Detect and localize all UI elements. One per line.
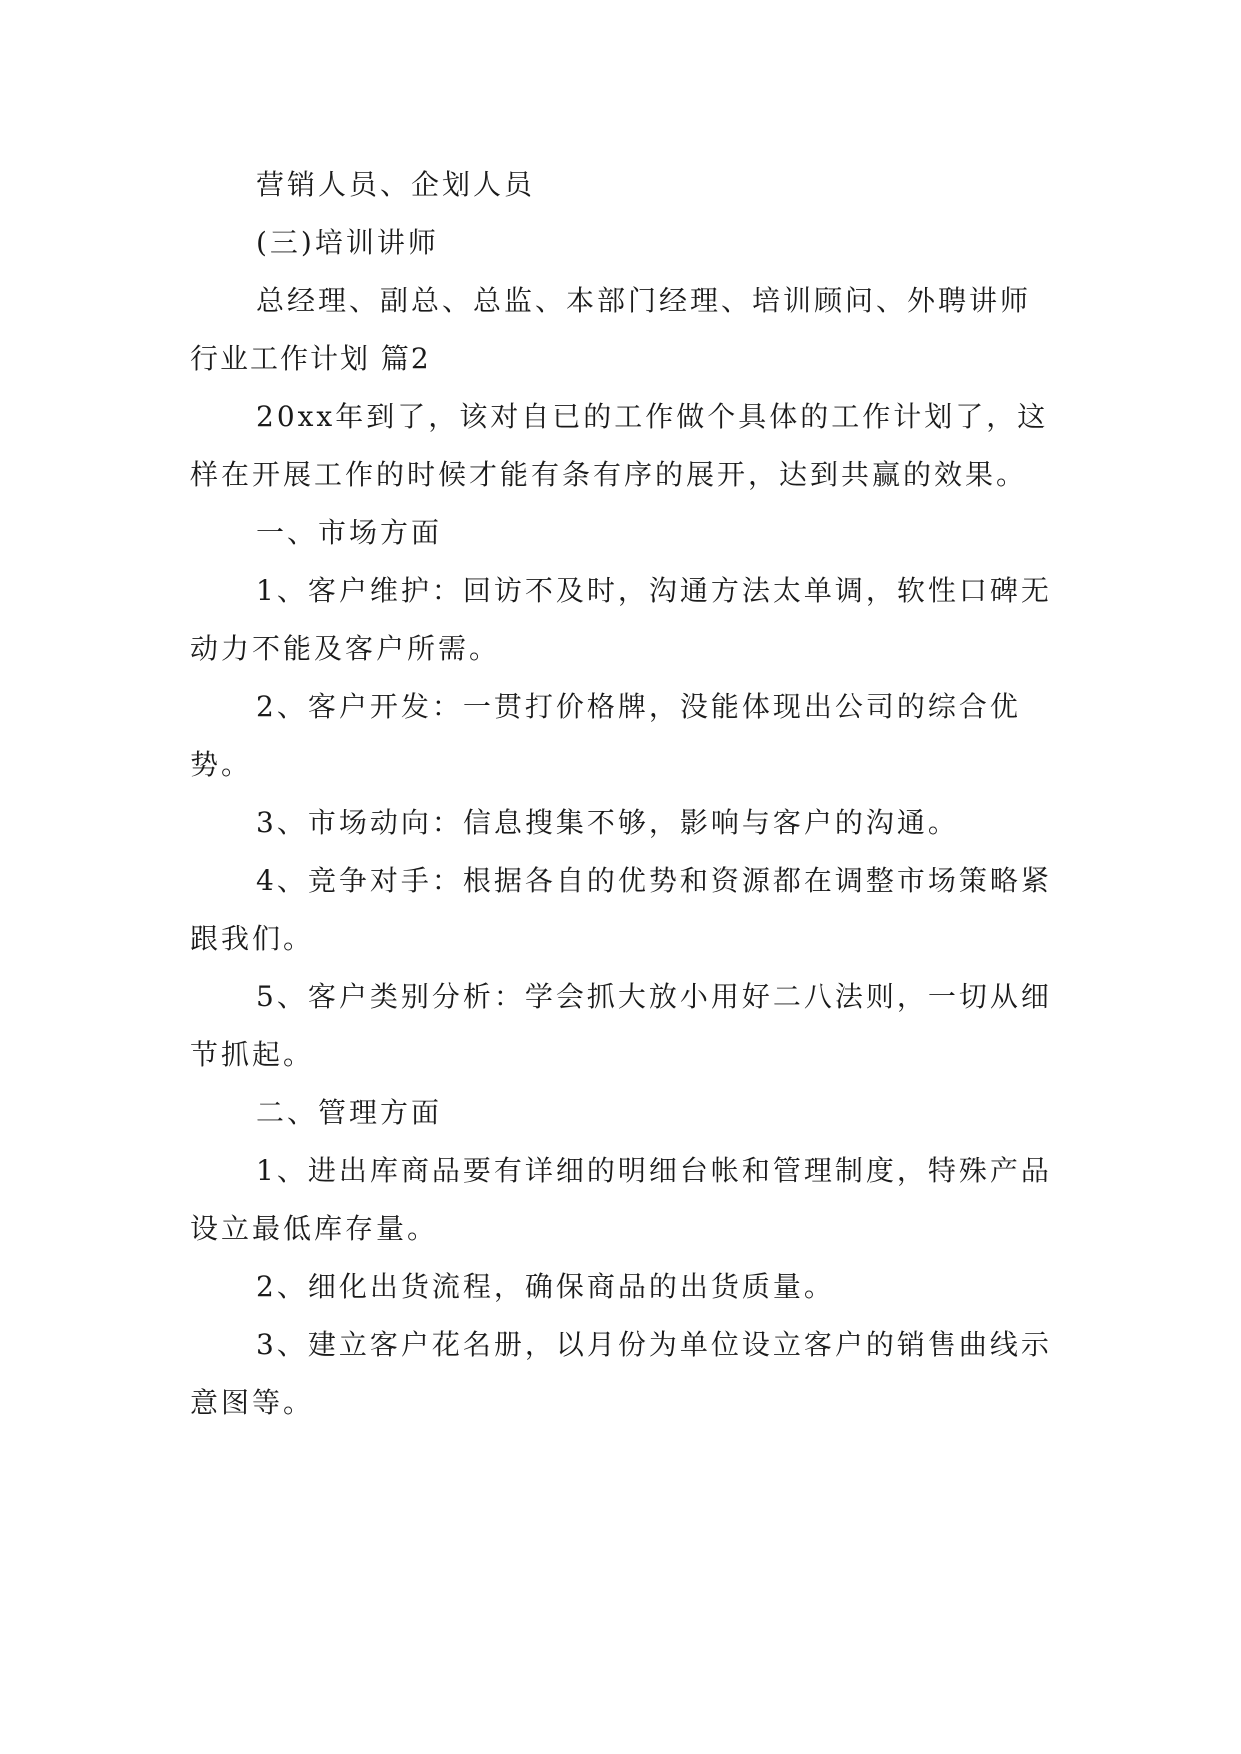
list-item-market-3: 3、市场动向：信息搜集不够，影响与客户的沟通。: [256, 806, 959, 839]
heading-management: 二、管理方面: [256, 1096, 443, 1129]
list-item-market-4: 4、竞争对手：根据各自的优势和资源都在调整市场策略紧跟我们。: [190, 864, 1052, 955]
heading-market: 一、市场方面: [256, 516, 443, 549]
document-body: [190, 156, 1052, 1432]
list-item-management-2: 2、细化出货流程，确保商品的出货质量。: [256, 1270, 835, 1303]
list-item-market-2: 2、客户开发：一贯打价格牌，没能体现出公司的综合优势。: [190, 690, 1021, 781]
paragraph-trainer-list: 总经理、副总、总监、本部门经理、培训顾问、外聘讲师: [256, 284, 1032, 317]
section-title-part-2: 行业工作计划 篇2: [190, 342, 431, 375]
list-item-market-1: 1、客户维护：回访不及时，沟通方法太单调，软性口碑无动力不能及客户所需。: [190, 574, 1052, 665]
paragraph-intro: 20xx年到了，该对自已的工作做个具体的工作计划了，这样在开展工作的时候才能有条有序的展开，达到共赢的效果。: [190, 400, 1049, 491]
list-item-market-5: 5、客户类别分析：学会抓大放小用好二八法则，一切从细节抓起。: [190, 980, 1052, 1071]
paragraph-trainer-heading: (三)培训讲师: [256, 226, 439, 259]
list-item-management-1: 1、进出库商品要有详细的明细台帐和管理制度，特殊产品设立最低库存量。: [190, 1154, 1052, 1245]
paragraph-personnel: 营销人员、企划人员: [256, 168, 536, 201]
list-item-management-3: 3、建立客户花名册，以月份为单位设立客户的销售曲线示意图等。: [190, 1328, 1052, 1419]
